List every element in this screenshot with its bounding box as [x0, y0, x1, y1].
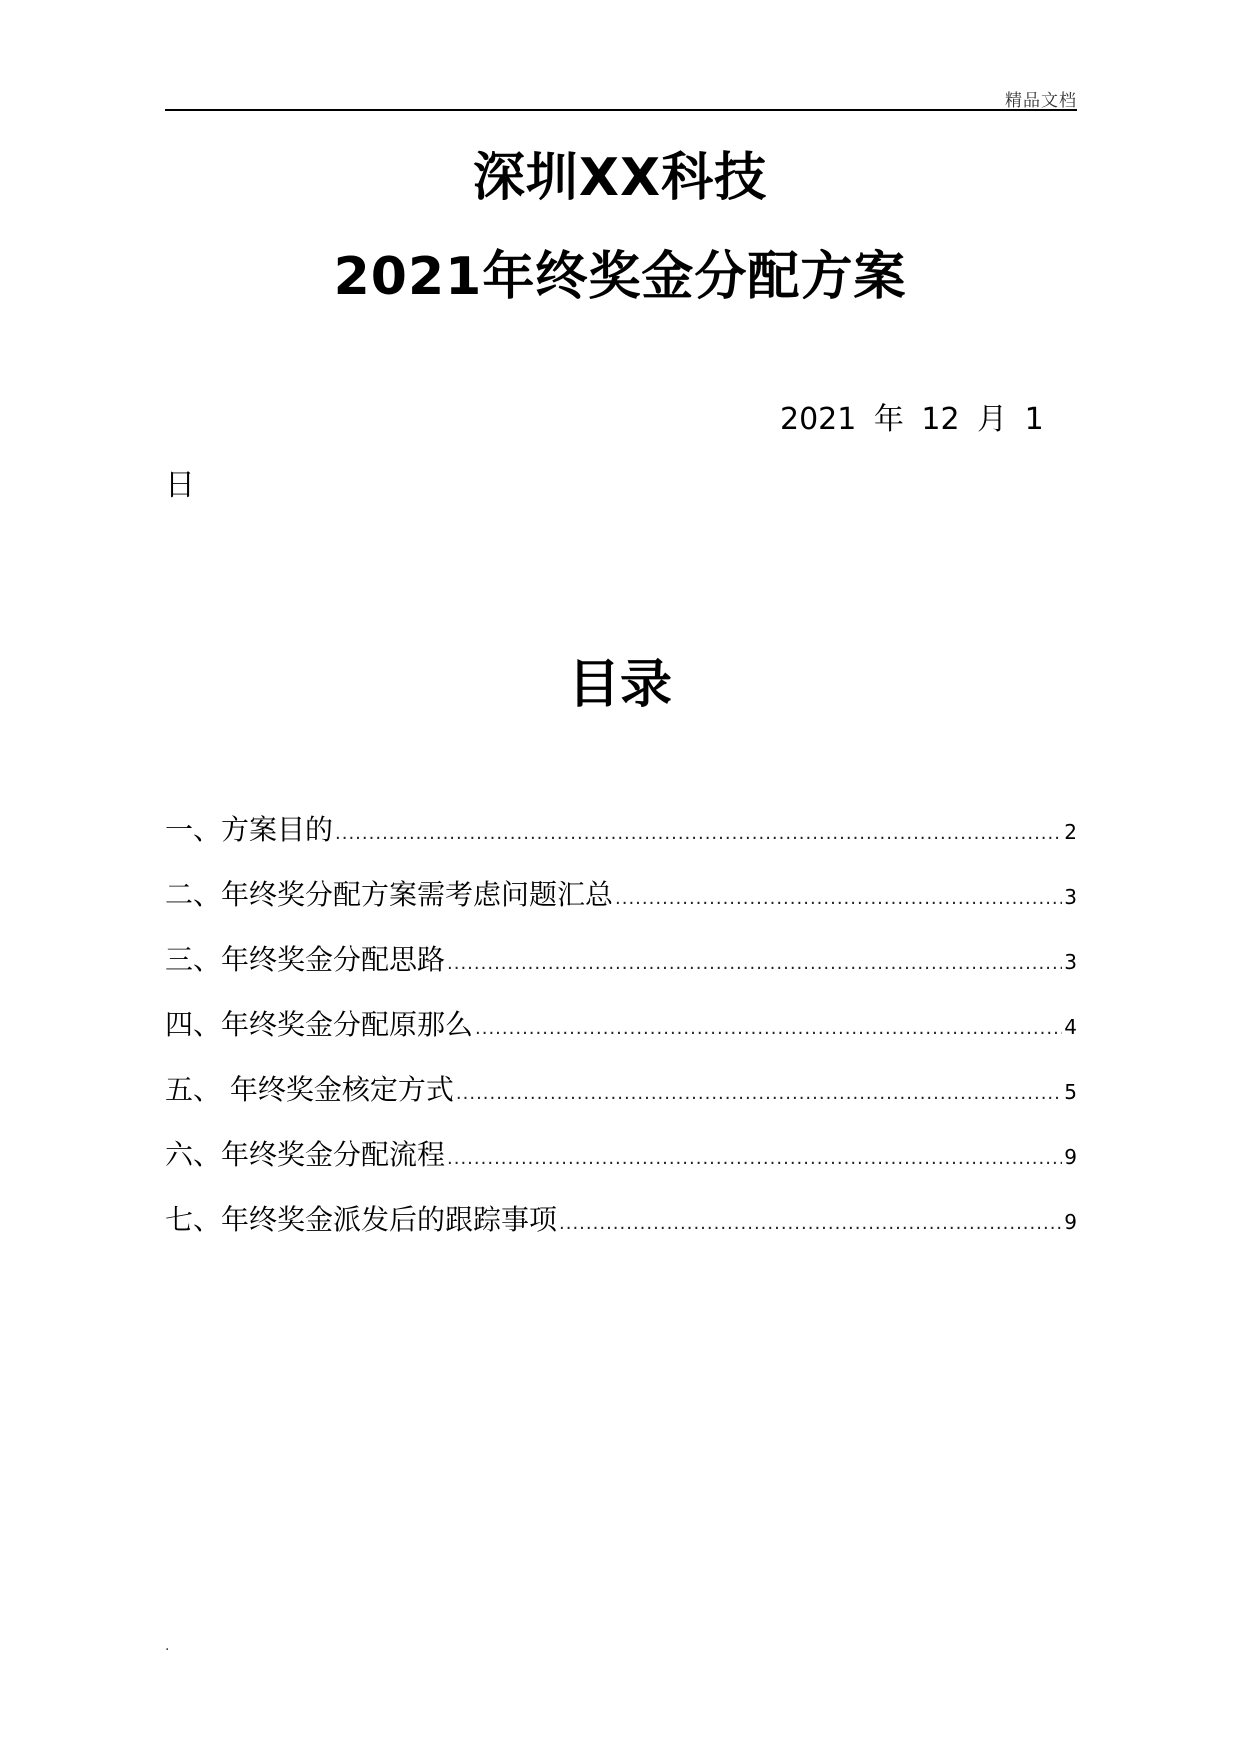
- document-title-plan: 2021年终奖金分配方案: [333, 247, 907, 307]
- toc-dot-leader: [335, 816, 1062, 852]
- toc-dot-leader: [615, 881, 1062, 917]
- document-date: 2021 年 12 月 1: [780, 402, 1044, 437]
- toc-item-page: 5: [1064, 1080, 1077, 1104]
- document-title-company: 深圳XX科技: [472, 148, 768, 208]
- toc-item-page: 9: [1064, 1145, 1077, 1169]
- toc-dot-leader: [456, 1076, 1062, 1112]
- toc-heading: 目录: [567, 655, 672, 715]
- header-label: 精品文档: [1005, 91, 1077, 111]
- toc-item[interactable]: [165, 942, 1077, 1007]
- toc-item-label: 一、方案目的: [165, 813, 334, 846]
- toc-item-page: 2: [1064, 820, 1077, 844]
- toc-item-page: 3: [1064, 950, 1077, 974]
- header-rule: [165, 109, 1077, 111]
- toc-item-label: 六、年终奖金分配流程: [165, 1138, 446, 1171]
- toc-dot-leader: [475, 1011, 1062, 1047]
- toc-item-label: 五、 年终奖金核定方式: [165, 1073, 454, 1106]
- toc-item[interactable]: [165, 1137, 1077, 1202]
- toc-item[interactable]: [165, 1007, 1077, 1072]
- footer-mark: .: [165, 1638, 170, 1654]
- toc-item-label: 二、年终奖分配方案需考虑问题汇总: [165, 878, 614, 911]
- toc-item-label: 四、年终奖金分配原那么: [165, 1008, 474, 1041]
- toc-item[interactable]: [165, 1202, 1077, 1267]
- toc-item-page: 4: [1064, 1015, 1077, 1039]
- toc-dot-leader: [447, 946, 1062, 982]
- toc-dot-leader: [447, 1141, 1062, 1177]
- toc-dot-leader: [559, 1206, 1062, 1242]
- toc-item-label: 七、年终奖金派发后的跟踪事项: [165, 1203, 558, 1236]
- toc-item-label: 三、年终奖金分配思路: [165, 943, 446, 976]
- toc-item[interactable]: [165, 877, 1077, 942]
- toc-item-page: 9: [1064, 1210, 1077, 1234]
- toc-item-page: 3: [1064, 885, 1077, 909]
- document-date-day-suffix: 日: [165, 468, 195, 503]
- table-of-contents: [165, 812, 1077, 1267]
- toc-item[interactable]: [165, 1072, 1077, 1137]
- toc-item[interactable]: [165, 812, 1077, 877]
